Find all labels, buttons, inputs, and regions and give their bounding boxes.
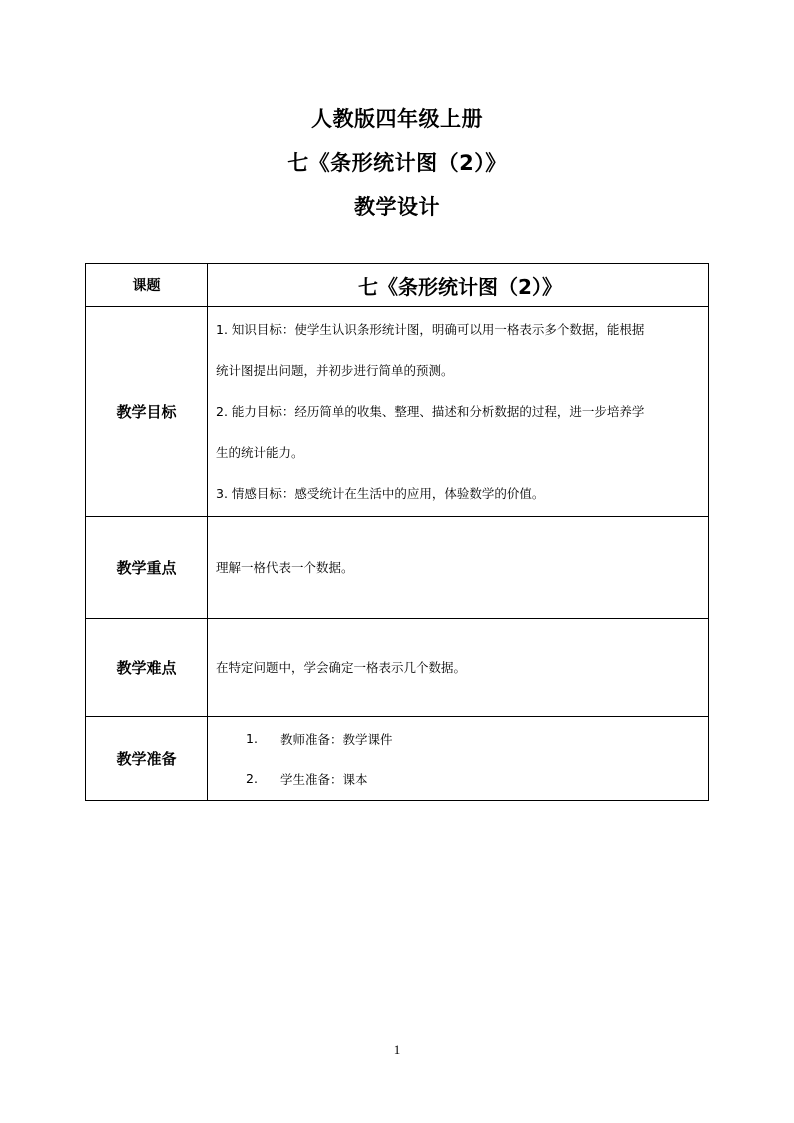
objectives-content bbox=[208, 307, 709, 517]
key-point-label: 教学重点 bbox=[86, 517, 208, 619]
page-number: 1 bbox=[393, 1042, 401, 1057]
title-grade: 人教版四年级上册 bbox=[311, 107, 483, 131]
objective-line: 2. 能力目标：经历简单的收集、整理、描述和分析数据的过程，进一步培养学 bbox=[216, 404, 645, 419]
row-difficulty bbox=[86, 619, 709, 717]
preparation-item bbox=[216, 759, 704, 799]
document-title-block bbox=[0, 104, 794, 236]
row-objectives bbox=[86, 307, 709, 517]
preparation-item-number: 2. bbox=[246, 771, 258, 786]
title-design: 教学设计 bbox=[354, 195, 440, 219]
row-preparation bbox=[86, 717, 709, 801]
preparation-content bbox=[208, 717, 709, 801]
objective-line: 统计图提出问题，并初步进行简单的预测。 bbox=[216, 363, 454, 378]
objective-line: 3. 情感目标：感受统计在生活中的应用，体验数学的价值。 bbox=[216, 486, 545, 501]
preparation-label: 教学准备 bbox=[86, 717, 208, 801]
preparation-item-number: 1. bbox=[246, 731, 258, 746]
preparation-item-text: 学生准备：课本 bbox=[280, 771, 368, 787]
topic-label: 课题 bbox=[86, 264, 208, 307]
objective-line: 1. 知识目标：使学生认识条形统计图，明确可以用一格表示多个数据，能根据 bbox=[216, 322, 645, 337]
row-topic bbox=[86, 264, 709, 307]
objective-line: 生的统计能力。 bbox=[216, 445, 304, 460]
row-key-point bbox=[86, 517, 709, 619]
lesson-plan-table bbox=[85, 263, 709, 801]
key-point-value: 理解一格代表一个数据。 bbox=[208, 517, 709, 619]
preparation-item-text: 教师准备：教学课件 bbox=[280, 731, 393, 747]
difficulty-value: 在特定问题中，学会确定一格表示几个数据。 bbox=[208, 619, 709, 717]
preparation-item bbox=[216, 719, 704, 759]
title-lesson: 七《条形统计图（2）》 bbox=[287, 151, 507, 175]
topic-value: 七《条形统计图（2）》 bbox=[208, 264, 709, 307]
difficulty-label: 教学难点 bbox=[86, 619, 208, 717]
objectives-label: 教学目标 bbox=[86, 307, 208, 517]
